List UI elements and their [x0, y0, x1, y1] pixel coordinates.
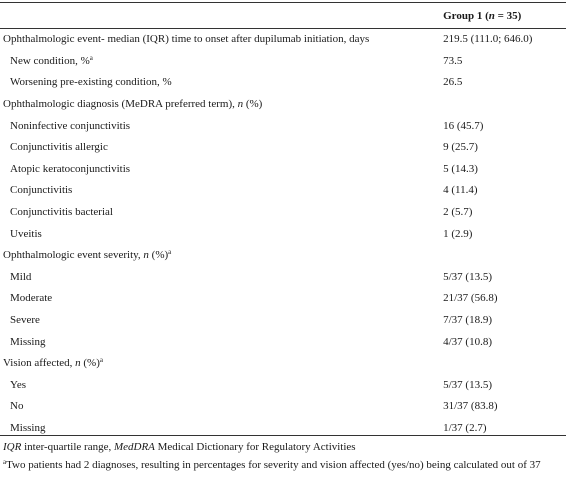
footnote-abbreviations: [3, 441, 566, 454]
row-label: [0, 51, 443, 73]
row-label-text: Uveitis: [10, 227, 42, 240]
row-label: [0, 310, 443, 332]
table-row: [0, 375, 566, 397]
table-row: [0, 29, 566, 51]
row-label-footnote-marker: a: [89, 53, 93, 62]
row-value: 7/37 (18.9): [443, 314, 492, 327]
table-row: [0, 180, 566, 202]
row-value: 4/37 (10.8): [443, 335, 492, 348]
table-row: [0, 310, 566, 332]
row-label: [0, 72, 443, 94]
row-label: [0, 267, 443, 289]
table-row: [0, 51, 566, 73]
table-row: [0, 159, 566, 181]
abbr-iqr-def: inter-quartile range,: [21, 441, 114, 453]
row-label-text: Missing: [10, 421, 46, 434]
row-value: 5/37 (13.5): [443, 378, 492, 391]
results-table: [0, 3, 566, 439]
row-label-text: Atopic keratoconjunctivitis: [10, 162, 131, 175]
row-label: [0, 375, 443, 397]
row-value: 5/37 (13.5): [443, 270, 492, 283]
table-row: [0, 137, 566, 159]
row-label-text: Moderate: [10, 292, 53, 305]
row-label-text: Yes: [10, 378, 27, 391]
row-value: 1/37 (2.7): [443, 421, 487, 434]
header-group1-label: Group 1 (: [443, 9, 489, 22]
table-row: [0, 94, 566, 116]
row-label-tail: (%): [148, 249, 169, 262]
row-label: [0, 202, 443, 224]
row-value: [443, 245, 566, 267]
header-n-italic: n: [488, 9, 495, 22]
row-label-text: Mild: [10, 270, 32, 283]
row-label-text: Ophthalmologic diagnosis (MeDRA preferred term),: [3, 98, 238, 111]
row-value: [443, 353, 566, 375]
table-row: [0, 115, 566, 137]
abbr-meddra: MedDRA: [113, 441, 155, 453]
table-row: [0, 202, 566, 224]
row-label-text: Noninfective conjunctivitis: [10, 119, 131, 132]
bottom-rule: [0, 435, 566, 436]
table-header-row: [0, 3, 566, 29]
row-label: [0, 159, 443, 181]
row-value: 73.5: [443, 54, 463, 67]
row-label-text: Vision affected,: [3, 357, 76, 370]
abbr-iqr: IQR: [3, 441, 22, 453]
table-row: [0, 396, 566, 418]
table-row: [0, 245, 566, 267]
footnote-a: [3, 459, 566, 472]
footnote-a-marker: a: [3, 458, 7, 466]
row-label: [0, 418, 443, 440]
table-row: [0, 353, 566, 375]
header-rule: [0, 28, 566, 29]
table-row: [0, 267, 566, 289]
row-label-text: Conjunctivitis: [10, 184, 73, 197]
row-section-label: [0, 29, 443, 51]
row-value: 1 (2.9): [443, 227, 473, 240]
row-label-italic: n: [237, 98, 244, 111]
row-label: [0, 115, 443, 137]
header-group1: [443, 3, 566, 29]
table-row: [0, 223, 566, 245]
row-value: 26.5: [443, 76, 463, 89]
row-label-footnote-marker: a: [99, 356, 103, 365]
row-label-text: No: [10, 400, 24, 413]
row-label-text: Conjunctivitis allergic: [10, 141, 108, 154]
row-label-tail: (%): [243, 98, 263, 111]
row-label: [0, 396, 443, 418]
row-label-text: Conjunctivitis bacterial: [10, 206, 113, 219]
row-label: [0, 223, 443, 245]
row-label: [0, 137, 443, 159]
row-value: 2 (5.7): [443, 206, 473, 219]
row-section-label: [0, 245, 443, 267]
row-label-text: New condition, %: [10, 54, 90, 67]
row-label-text: Worsening pre-existing condition, %: [10, 76, 172, 89]
table-row: [0, 72, 566, 94]
row-value: [443, 94, 566, 116]
row-label-text: Missing: [10, 335, 46, 348]
row-value: 4 (11.4): [443, 184, 478, 197]
table-row: [0, 288, 566, 310]
table-row: [0, 418, 566, 440]
abbr-meddra-def: Medical Dictionary for Regulatory Activities: [154, 441, 356, 453]
table-row: [0, 331, 566, 353]
row-value: 21/37 (56.8): [443, 292, 498, 305]
row-value: 31/37 (83.8): [443, 400, 498, 413]
row-label: [0, 331, 443, 353]
row-label-text: Ophthalmologic event- median (IQR) time to onset after dupilumab initiation, days: [3, 33, 370, 46]
row-label-tail: (%): [80, 357, 100, 370]
row-label-text: Ophthalmologic event severity,: [3, 249, 144, 262]
row-value: 219.5 (111.0; 646.0): [443, 33, 533, 46]
header-col1: [0, 3, 443, 29]
header-group1-count: = 35): [494, 9, 522, 22]
row-value: 16 (45.7): [443, 119, 484, 132]
row-section-label: [0, 353, 443, 375]
row-label-italic: n: [143, 249, 149, 262]
row-label-italic: n: [75, 357, 81, 370]
row-value: 9 (25.7): [443, 141, 478, 154]
row-value: 5 (14.3): [443, 162, 478, 175]
row-label: [0, 180, 443, 202]
row-label: [0, 288, 443, 310]
row-label-footnote-marker: a: [168, 248, 172, 257]
row-label-text: Severe: [10, 314, 40, 327]
row-section-label: [0, 94, 443, 116]
footnote-a-text: Two patients had 2 diagnoses, resulting in percentages for severity and vision affected (yes/no) being calculated out of 37: [6, 459, 541, 471]
